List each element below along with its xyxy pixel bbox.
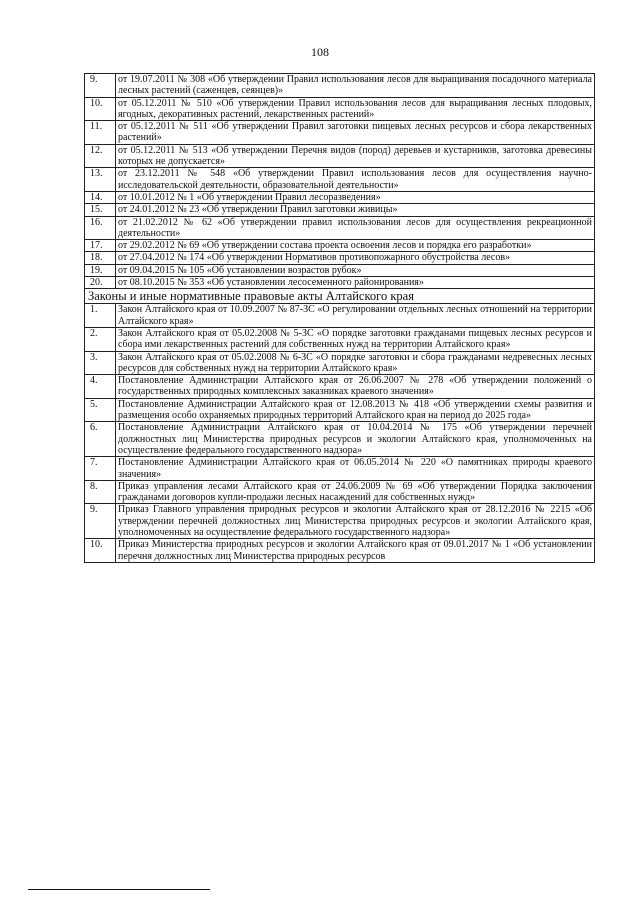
table-row (85, 252, 595, 264)
table-row (85, 168, 595, 192)
table-row (85, 327, 595, 351)
table-row (85, 264, 595, 276)
row-number: 14. (85, 191, 116, 203)
row-text: от 27.04.2012 № 174 «Об утверждении Нормативов противопожарного обустройства лесов» (116, 252, 595, 264)
row-number: 3. (85, 351, 116, 375)
row-number: 8. (85, 480, 116, 504)
table-row (85, 504, 595, 539)
row-text: от 05.12.2011 № 510 «Об утверждении Правил использования лесов для выращивания лесных плодовых, ягодных, декоративных растений, лекарственных растений» (116, 97, 595, 121)
row-text: Постановление Администрации Алтайского края от 26.06.2007 № 278 «Об утверждении положений о государственных природных комплексных заказниках краевого значения» (116, 375, 595, 399)
footnote-divider (28, 889, 210, 890)
row-text: от 23.12.2011 № 548 «Об утверждении Правил использования лесов для осуществления научно-исследовательской деятельности, образовательной деятельности» (116, 168, 595, 192)
row-number: 11. (85, 121, 116, 145)
row-number: 13. (85, 168, 116, 192)
table-row (85, 121, 595, 145)
row-text: Постановление Администрации Алтайского края от 12.08.2013 № 418 «Об утверждении схемы развития и размещения особо охраняемых природных территорий Алтайского края на период до 2025 года» (116, 398, 595, 422)
row-number: 9. (85, 74, 116, 98)
row-number: 18. (85, 252, 116, 264)
table-row (85, 351, 595, 375)
table-row (85, 398, 595, 422)
section-heading-row (85, 289, 595, 304)
table-row (85, 97, 595, 121)
row-text: Приказ управления лесами Алтайского края от 24.06.2009 № 69 «Об утверждении Порядка заключения гражданами договоров купли-продажи лесных насаждений для собственных нужд» (116, 480, 595, 504)
row-text: от 19.07.2011 № 308 «Об утверждении Правил использования лесов для выращивания посадочного материала лесных растений (саженцев, сеянцев)» (116, 74, 595, 98)
legal-acts-table (84, 73, 595, 563)
table-row (85, 539, 595, 563)
table-row (85, 216, 595, 240)
row-number: 10. (85, 539, 116, 563)
row-number: 4. (85, 375, 116, 399)
row-text: Закон Алтайского края от 10.09.2007 № 87-ЗС «О регулировании отдельных лесных отношений на территории Алтайского края» (116, 304, 595, 328)
table-row (85, 375, 595, 399)
row-number: 5. (85, 398, 116, 422)
row-text: от 21.02.2012 № 62 «Об утверждении правил использования лесов для осуществления рекреационной деятельности» (116, 216, 595, 240)
row-text: Приказ Главного управления природных ресурсов и экологии Алтайского края от 28.12.2016 № 2215 «Об утверждении перечней должностных лиц Министерства природных ресурсов и экологии Алтайского края, уполномоченных на осуществление федерального государственного надзора» (116, 504, 595, 539)
row-text: Закон Алтайского края от 05.02.2008 № 5-ЗС «О порядке заготовки гражданами пищевых лесных ресурсов и сбора ими лекарственных растений для собственных нужд на территории Алтайского края» (116, 327, 595, 351)
row-text: от 29.02.2012 № 69 «Об утверждении состава проекта освоения лесов и порядка его разработки» (116, 240, 595, 252)
section-heading: Законы и иные нормативные правовые акты Алтайского края (85, 289, 595, 304)
table-row (85, 74, 595, 98)
page-number: 108 (311, 45, 329, 59)
row-number: 10. (85, 97, 116, 121)
row-text: от 05.12.2011 № 513 «Об утверждении Перечня видов (пород) деревьев и кустарников, заготовка древесины которых не допускается» (116, 144, 595, 168)
row-number: 12. (85, 144, 116, 168)
row-number: 6. (85, 422, 116, 457)
row-number: 2. (85, 327, 116, 351)
table-row (85, 191, 595, 203)
row-text: от 09.04.2015 № 105 «Об установлении возрастов рубок» (116, 264, 595, 276)
row-number: 7. (85, 457, 116, 481)
table-row (85, 240, 595, 252)
table-row (85, 457, 595, 481)
table-row (85, 144, 595, 168)
row-number: 17. (85, 240, 116, 252)
row-text: Постановление Администрации Алтайского края от 06.05.2014 № 220 «О памятниках природы краевого значения» (116, 457, 595, 481)
row-text: Приказ Министерства природных ресурсов и экологии Алтайского края от 09.01.2017 № 1 «Об установлении перечня должностных лиц Министерства природных ресурсов (116, 539, 595, 563)
row-number: 1. (85, 304, 116, 328)
row-text: от 08.10.2015 № 353 «Об установлении лесосеменного районирования» (116, 277, 595, 289)
row-text: от 24.01.2012 № 23 «Об утверждении Правил заготовки живицы» (116, 204, 595, 216)
regional-acts-rows (85, 304, 595, 563)
row-number: 15. (85, 204, 116, 216)
row-text: Постановление Администрации Алтайского края от 10.04.2014 № 175 «Об утверждении перечней должностных лиц Министерства природных ресурсов и экологии Алтайского края, уполномоченных на осуществление федерального государственного надзора» (116, 422, 595, 457)
table-row (85, 422, 595, 457)
row-number: 9. (85, 504, 116, 539)
table-row (85, 480, 595, 504)
row-number: 16. (85, 216, 116, 240)
table-row (85, 204, 595, 216)
row-number: 20. (85, 277, 116, 289)
table-row (85, 304, 595, 328)
row-text: от 10.01.2012 № 1 «Об утверждении Правил лесоразведения» (116, 191, 595, 203)
table-row (85, 277, 595, 289)
row-text: Закон Алтайского края от 05.02.2008 № 6-ЗС «О порядке заготовки и сбора гражданами недревесных лесных ресурсов для собственных нужд на территории Алтайского края» (116, 351, 595, 375)
row-text: от 05.12.2011 № 511 «Об утверждении Правил заготовки пищевых лесных ресурсов и сбора лекарственных растений» (116, 121, 595, 145)
row-number: 19. (85, 264, 116, 276)
federal-acts-rows (85, 74, 595, 289)
